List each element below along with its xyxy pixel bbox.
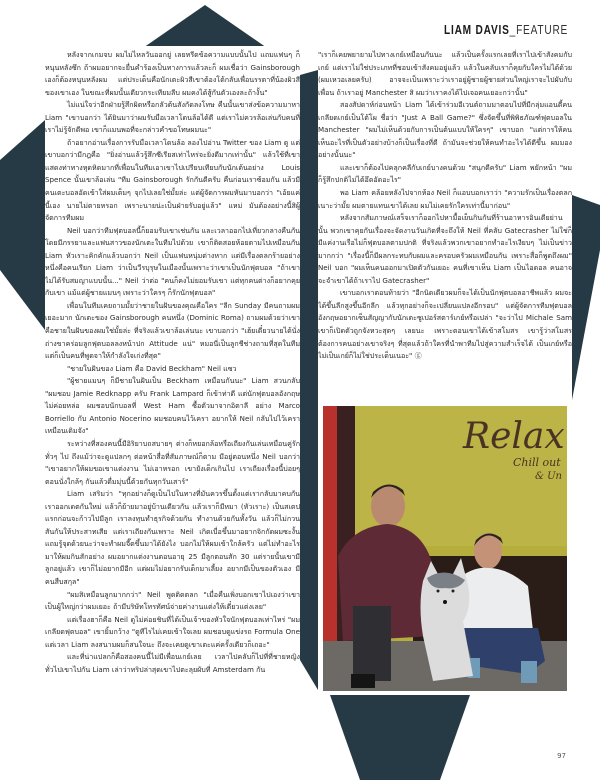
section-header bbox=[444, 22, 568, 37]
article-paragraph: และเขาก็ต้องไปคลุกคลีกับเกย์บางคนด้วย "สนุกดีครับ" Liam พยักหน้า "ผมก็รู้สึกปกติไม่ได้อึดอัดอะไร" bbox=[318, 162, 572, 185]
article-paragraph: เพื่อนในทีมเคยถามมั้ยว่าชายในฝันของคุณคือใคร "ลีก Sunday มีคนถามผมเยอะมาก นักเตะของ Gainsborough คนหนึ่ง (Dominic Roma) ถามผมด้วยว่าเขาคือชายในฝันของผมใช่มั้ยล่ะ ที่จริงแล้วเขาล้อเล่นนะ เขาบอกว่า "เฮ้ยเดี๋ยวนายได้นั่งถ่างขาคร่อมลูกฟุตบอลลงหน้าปก Attitude แน่" หมอนี่เป็นลูกชีช่างถามที่สุดในทีม แต่ก็เป็นคนที่พูดจาให้กำลังใจเก่งที่สุด" bbox=[45, 300, 300, 361]
article-paragraph: "ชายในฝันของ Liam คือ David Beckham" Neil แซว bbox=[67, 363, 237, 373]
article-paragraph: ถ้าอยากอ่านเรื่องการรับมือเวลาโดนล้อ ลองไปอ่าน Twitter ของ Liam ดู แต่เขาบอกว่ามีกฎคือ "ยิ่งอ่านแล้วรู้สึกซีเรียสเท่าไหร่จะยิ่งดีมากเท่านั้น" แล้วใช้ที่เขาแสดงท่าทางหุดหิดมากที่เพื่อนในทีมเอาเขาไปเปรียบเทียบกับนักเต้นอย่าง Louis Spence นั้นเขาล้อเล่น "ทีม Gainsborough รักกันดีครับ คืนก่อนเราซ้อมกัน แล้วมีคนเตะบอลอัดเข้าใส่ผมเต็มๆ จุกไปเลยใช่มั้ยล่ะ แต่ผู้จัดการผมหันมาบอกว่า "เอ้ยแค่นี้เอง นายไม่ตายหรอก เพราะนายน่ะเป็นฝ่ายรับอยู่แล้ว" แหม่ มันต้องอย่างนี้สิผู้จัดการทีมผม bbox=[45, 137, 300, 223]
article-paragraph: และที่น่าแปลกก็คือสองคนนี้ไม่มีเพื่อนเกย์เลย เวลาไปคลับก็ไปที่ที่ชายหญิงทั่วไปเขาไปกัน Liam เล่าว่าทริปล่าสุดเขาไปตะลุยผับที่ Amsterdam กัน bbox=[45, 652, 300, 674]
feature-photo bbox=[323, 406, 567, 691]
article-column-left bbox=[45, 46, 300, 680]
wall-text-chill: Chill out bbox=[513, 456, 561, 469]
wall-text-relax: Relax bbox=[463, 416, 565, 457]
header-separator: _ bbox=[509, 22, 516, 37]
article-column-right bbox=[318, 46, 572, 367]
article-paragraph: เขาบอกเราตอนท้ายว่า "อีกนิดเดียวผมก็จะได้เป็นนักฟุตบอลอาชีพแล้ว ผมจะได้ขึ้นลีกสูงขึ้นอีกลีก แล้วทุกอย่างก็จะเปลี่ยนแปลงอีกรอบ" แต่ผู้จัดการทีมฟุตบอลอังกฤษอยากเซ็นสัญญากับนักเตะซูเปอร์สตาร์เกย์หรือเปล่า "จะว่าไป Michale Sam เขาก็เปิดตัวถูกจังหวะสุดๆ เลยนะ เพราะตอนเขาได้เข้าสโมสร เขารู้ว่าสโมสรต้องการคนอย่างเขาจริงๆ ที่สุดแล้วถ้าใครที่นำพาทีมไปสู่ความสำเร็จได้ เป็นเกย์หรือไม่เป็นเกย์ก็ไม่ใช่ประเด็นเนอะ" ⓖ bbox=[318, 288, 572, 361]
article-paragraph: "ผู้ชายแมนๆ ก็มีชายในฝันเป็น Beckham เหมือนกันนะ" Liam สวนกลับ "ผมชอบ Jamie Redknapp ครับ Frank Lampard ก็เข้าท่าดี แต่นักฟุตบอลอังกฤษไม่ค่อยหล่อ ผมชอบนักบอลที่ West Ham ซื้อตัวมาจากอิตาลี อย่าง Marco Borriello กับ Antonio Nocerino ผมชอบคนไว้เครา อยากให้ Neil กลับไปไว้เคราเหมือนเดิมจัง" bbox=[45, 376, 300, 436]
article-paragraph: หลังจากสัมภาษณ์เสร็จเราก็ออกไปหามื้อเย็นกินกันที่ร้านอาหารอินเดียย่านนั้น พวกเขาคุยกันเรื่องจะจัดงานวันเกิดที่จะถึงให้ Neil ที่คลับ Gatecrasher ไม่ใช่ก็มีแค่งานเรือไม่ก็ฟุตบอลตามปกติ ที่จริงแล้วพวกเขาอยากทำอะไรเงียบๆ ไม่เป็นข่าวมากกว่า "เรื่องนี้ก็มีผลกระทบกับผมและครอบครัวผมเหมือนกัน เพราะสื่อก็พูดถึงผม" Neil บอก "ผมเห็นคนออกมาเปิดตัวกันเยอะ คนที่เขาเห็น Liam เป็นไอดอล คนอาจจะจำเขาได้ถ้าเราไป Gatecrasher" bbox=[318, 213, 572, 285]
article-paragraph: Liam เสริมว่า "ทุกอย่างก็ดูเป็นไปในทางที่มันควรขึ้นตั้งแต่เรากลับมาคบกัน เราออกเดตกันใหม่ แล้วก็ย้ายมาอยู่บ้านเดียวกัน แล้วเราก็มีหมา (หัวเราะ) เป็นสเตปแรกก่อนจะก้าวไปมีลูก เราลงทุนทำธุรกิจด้วยกัน ทำงานด้วยกันทั้งวัน แล้วก็ไม่กวนสันกันให้ประสาทเสีย แต่เราเถียงกันเพราะ Neil เกิดเบื่อขึ้นมาอยากจิกกัดผมซะงั้น แถมรู้จุดด้วยนะว่าจะทำผมจี๊ดขึ้นมาได้ยังไง บอกไม่ให้ผมเข้าใกล้ครัว แต่ไม่ทำอะไรมาให้ผมกินสักอย่าง ผมอยากแต่งงานตอนอายุ 25 มีลูกตอนสัก 30 แต่รายนั้นเขามีลูกอยู่แล้ว เขาก็ไม่อยากมีอีก แต่ผมไม่อยากรับเด็กมาเลี้ยง อยากมีเป็นของตัวเอง มีคนสืบสกุล" bbox=[45, 489, 300, 586]
photo-illustration bbox=[323, 406, 567, 691]
article-paragraph: ไม่แน่ใจว่าอีกฝ่ายรู้สึกผิดหรือกลัวต้นสังกัดลงโทษ คืนนั้นเขาส่งข้อความมาหา Liam "เขาบอกว่า ได้ยินมาว่าผมรับมือเวลาโดนล้อได้ดี แต่เราไม่ควรล้อเล่นกับคนที่เราไม่รู้จักดีพอ เขาก็แมนพอที่จะกล่าวคำขอโทษผมนะ" bbox=[45, 100, 300, 135]
page-number: 97 bbox=[557, 752, 566, 760]
top-triangle-shape bbox=[140, 5, 270, 50]
wall-text-unwind: & Un bbox=[535, 471, 562, 482]
left-wedge-shape bbox=[0, 120, 45, 330]
article-paragraph: "เราก็เคยพยายามไปทางเกย์เหมือนกันนะ แล้วเป็นครั้งแรกเลยที่เราไปเข้าสังคมกับเกย์ แต่เราไม่ใช่ประเภทที่ชอบเข้าสังคมอยู่แล้ว แล้วในคลับเราก็คุยกับใครไม่ได้ด้วย (ผมเหวอเลยครับ) อาจจะเป็นเพราะว่าเราอยู่ผู้ชายผู้ชายส่วนใหญ่เราจะไปผับกับเพื่อน ถ้าเราอยู่ Manchester สิ ผมว่าเราคงได้ไปเจอคนเยอะกว่านั้น" bbox=[318, 50, 572, 97]
article-paragraph: ระหว่างที่สองคนนี้มีอิริยาบถสบายๆ ต่างก็หยอกล้อหรือเถียงกันเล่นเหมือนคู่รักทั่วๆ ไป ถึงแม้ว่าจะดูแปลกๆ ต่อหน้าสื่อที่สัมภาษณ์ก็ตาม มีอยู่ตอนหนึ่ง Neil บอกว่า "เขาอยากให้ผมขอเขาแต่งงาน ไม่เอาหรอก เขายังเด็กเกินไป เราเถียงเรื่องนี้บ่อยๆ ตอนนั่งใกล้ๆ กันแล้วดื่มมุ่นนี้ด้วยกันทุกวันเสาร์" bbox=[45, 438, 300, 486]
center-band-shape bbox=[300, 70, 318, 690]
right-wedge-shape bbox=[572, 195, 600, 400]
article-paragraph: สองสัปดาห์ก่อนหน้า Liam ได้เข้าร่วมอีเวนต์ถามมาตอบไปที่มีกลุ่มแอนตี้คนเกลียดเกย์เป็นโต้โผ ชื่อว่า "Just A Ball Game?" ซึ่งจัดขึ้นที่พิพิธภัณฑ์ฟุตบอลใน Manchester "ผมไม่เห็นด้วยกับการเป็นต้นแบบให้ใครๆ" เขาบอก "แต่การให้คนเห็นอะไรที่เป็นตัวอย่างบ้างก็เป็นเรื่องที่ดี ถ้ามันจะช่วยให้คนทำอะไรได้ดีขึ้น ผมมองอย่างนั้นนะ" bbox=[318, 100, 572, 160]
article-paragraph: หลังจากเกมจบ ผมไม่ไหลวันออกยู่ เลยหรีดข้อความแบบนั้นไป แถมแฟนๆ ก็หนุนหลังซึก ถ้าผมอยากจะยื่นคำร้องเป็นทางการแล้วละก็ ผมเชื่อว่า Gainsborough เองก็ต้องหนุนหลังผม แต่ประเด็นคือนักเตะผิวสีเขาต้องโต้กลับเพื่อนรรตาที่น้องผิวสีของเขาเอง ในขณะที่ผมนั้นเดียวกระเทียมลีบ ผมคงได้สู้กันตัวเองละถ้างั้น" bbox=[45, 50, 300, 97]
bottom-triangle-shape bbox=[330, 695, 470, 780]
header-name: LIAM DAVIS bbox=[443, 22, 510, 37]
header-section: FEATURE bbox=[515, 22, 568, 37]
article-paragraph: Neil บอกว่าทีมฟุตบอลนี้ก็ยอมรับเขาเช่นกัน และเวลาออกไปเที่ยวกลางคืนกันโดยมีภรรยาและแฟนสาวของนักเตะในทีมไปด้วย เขาก็ติดสอยห้อยตามไปเหมือนกัน Liam หัวเราะคิกคักแล้วบอกว่า Neil เป็นแฟนหนุ่มต่างหาก แต่มีเรื่องตลกร้ายอย่างหนึ่งคือคนเรียก Liam ว่าเป็นวีรบุรุษในเมืองนั้นเพราะว่าเขาเป็นนักฟุตบอล "ถ้าเขาไม่ได้รับสมญาแบบนั้น..." Neil ว่าต่อ "คนก็คงไม่ยอมรับเขา แต่ทุกคนต่างก็อยากคุยกับเขา แม้แต่ผู้ชายแมนๆ เพราะว่าใครๆ ก็รักนักฟุตบอล" bbox=[45, 225, 300, 298]
article-paragraph: "ผมสิเหมือนลูกมากกว่า" Neil พูดติดตลก "เมื่อคืนเพิ่งบอกเขาไปเองว่าเขาเป็นผู้ใหญ่กว่าผมเยอะ ถ้ามีบริษัทโทรทัศน์จ่ายค่างานแต่งให้เดี๋ยวแต่งเลย" bbox=[45, 589, 300, 612]
article-paragraph: พอ Liam คล้อยหลังไปจากห้อง Neil ก็แอบบอกเราว่า "ความรักเป็นเรื่องตลกเนาะว่ามั้ย ผมตายแทนเขาได้เลย ผมไม่เคยรักใครเท่านี้มาก่อน" bbox=[318, 188, 572, 210]
article-paragraph: แต่เรื่องฮาก็คือ Neil ดูไม่ค่อยชินที่ได้เป็นเจ้าของหัวใจนักฟุตบอลเท่าไหร่ "ผมเกลียดฟุตบอล" เขายิ้มกว้าง "ดูทีไรไม่เคยเข้าใจเลย ผมชอบดูแข่งรถ Formula One แต่เวลา Liam ลงสนามผมก็สนใจนะ ถึงจะเคยดูเขาเตะแค่ครั้งเดียวก็เถอะ" bbox=[45, 614, 300, 649]
